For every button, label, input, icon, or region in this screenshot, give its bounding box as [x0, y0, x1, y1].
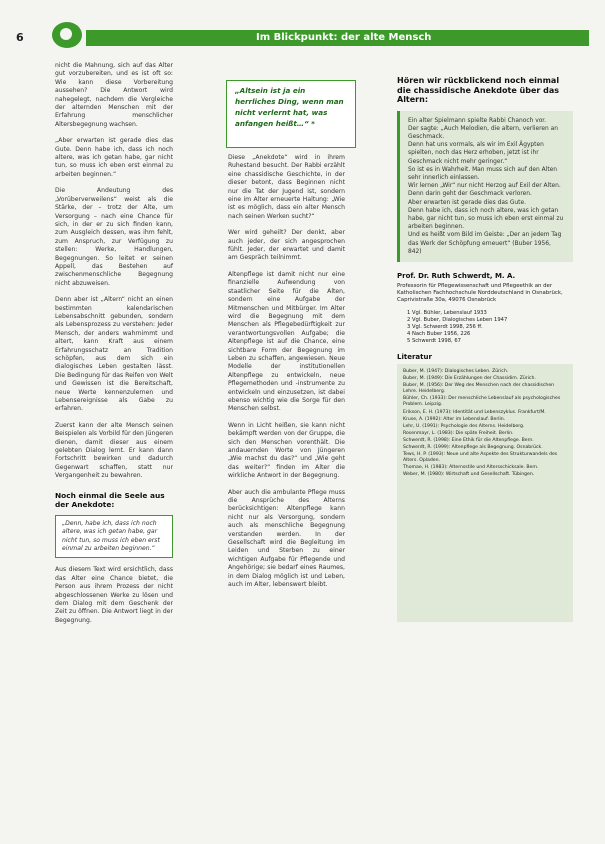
literature-item: Rosenmayr, L. (1983): Die späte Freiheit. Berlin. — [403, 430, 514, 436]
highlight-quote-box — [226, 80, 356, 148]
sidebar-heading: Hören wir rückblickend noch einmal die chassidische Anekdote über das Altern: — [397, 76, 560, 104]
literature-list — [397, 364, 573, 622]
literature-item: Lehr, U. (1991): Psychologie des Alterns. Heidelberg. — [403, 423, 525, 429]
column-middle — [228, 154, 345, 598]
paragraph: Denn aber ist „Altern“ nicht an einen bestimmten kalendarischen Lebensabschnitt gebunden, sondern als Lebensprozess zu verstehen: Jeder Mensch, der anders wahrnimmt und altert, kann Kraft aus einem Erfahrungsschatz an Tradition schöpfen, aus dem sich ein dialogisches Leben gestalten lässt. Die Bedingung für das Reifen von Welt und Gewissen ist die Bereitschaft, neue Werte kennenzulernen und Lebensereignisse als Gabe zu erfahren. — [55, 296, 173, 413]
page-header — [16, 30, 589, 46]
author-info: Professorin für Pflegewissenschaft und Pflegeethik an der Katholischen Fachhochschule Norddeutschland in Osnabrück, Caprivistraße 30a, 49076 Osnabrück — [397, 282, 563, 303]
column-left — [55, 62, 173, 633]
paragraph: Die Andeutung des „Vorüberverweilens“ weist als die Stärke, der – trotz der Alte, um Versorgung – nach eine Chance für sich, in der er zu sich finden kann, zum Ausgleich dessen, was ihm fehlt, zum Anspruch, zur Verfügung zu stellen: Werke, Handlungen, Begegnungen. So leitet er seinen Appell, das Bestehen auf zwischenmenschliche Begegnung nicht abzuweisen. — [55, 187, 173, 287]
footnote: 1 Vgl. Bühler, Lebenslauf 1933 — [407, 309, 487, 316]
literature-item: Buber, M. (1956): Der Weg des Menschen nach der chassidischen Lehre. Heidelberg. — [403, 383, 555, 395]
column-right — [397, 76, 573, 622]
literature-item: Schwerdt, R. (1998): Eine Ethik für die Altenpflege. Bern. — [403, 437, 534, 443]
magazine-logo-icon — [52, 22, 82, 48]
highlight-quote-text: „Altsein ist ja ein herrliches Ding, wenn man nicht verlernt hat, was anfangen heißt…“ * — [235, 86, 344, 128]
page-number: 6 — [16, 31, 24, 44]
paragraph: Wenn in Licht heißen, sie kann nicht bekämpft werden von der Gruppe, die sich den Menschen vorenthält. Die andauernden Worte von Jüngeren „Wie machst du das?“ und „Wie geht das weiter?“ finden im Alter die wirkliche Antwort in der Begegnung. — [228, 421, 345, 480]
literature-item: Weber, M. (1980): Wirtschaft und Gesellschaft. Tübingen. — [403, 472, 535, 478]
literature-item: Schwerdt, R. (1999): Altenpflege als Begegnung. Osnabrück. — [403, 444, 543, 450]
anecdote-box: Ein alter Spielmann spielte Rabbi Chanoch vor. Der sagte: „Auch Melodien, die altern, verlieren an Geschmack. Denn hat uns vormals, als wir im Exil Ägypten spielten, noch das Herz erhoben, jetzt ist ihr Geschmack nicht mehr geringer.“ So ist es in Wahrheit. Man muss sich auf den Alten sehr innerlich einlassen. Wir lernen „Wir“ nur nicht Herzog auf Exil der Alten. Denn darin geht der Geschmack verloren. Aber erwarten ist gerade dies das Gute. Denn habe ich, dass ich noch altere, was ich getan habe, gar nicht tun, so muss ich eben erst einmal zu arbeiten beginnen. Und es heißt vom Bild im Geiste: „Der an jedem Tag das Werk der Schöpfung erneuert“ (Buber 1956, 842) — [397, 111, 573, 262]
footnotes — [397, 310, 573, 345]
literature-item: Tews, H. P. (1993): Neue und alte Aspekte des Strukturwandels des Alters. Opladen. — [403, 452, 558, 464]
literature-item: Thomae, H. (1983): Alternsstile und Altersschicksale. Bern. — [403, 465, 539, 471]
paragraph: Diese „Anekdote“ wird in ihrem Ruhestand besucht. Der Rabbi erzählt eine chassidische Geschichte, in der dieser betont, dass Beginnen nicht nur die Tat der Jugend ist, sondern eine im Alter erneuerte Haltung: „Wie ist es möglich, dass ein alter Mensch nach seinen Werken sucht?“ — [228, 154, 345, 220]
literature-item: Bühler, Ch. (1933): Der menschliche Lebenslauf als psychologisches Problem. Leipzig. — [403, 396, 561, 408]
paragraph: „Aber erwarten ist gerade dies das Gute. Denn habe ich, dass ich noch altere, was ich getan habe, gar nicht tun, so muss ich eben erst einmal zu arbeiten beginnen.“ — [55, 137, 173, 178]
paragraph: Altenpflege ist damit nicht nur eine finanzielle Aufwendung von staatlicher Seite für die Alten, sondern eine Aufgabe der Mitmenschen und Mitbürger. Im Alter wird die Begegnung mit dem Menschen als Pflegebedürftigkeit zur verantwortungsvollen Aufgabe; die Altenpflege ist auf die Chance, eine sichtbare Form der Begegnung im Leben zu schaffen, angewiesen. Neue Modelle der institutionellen Altenpflege zu entwickeln, neue Pflegemethoden und -instrumente zu entwickeln und einzusetzen, ist dabei ebenso wichtig wie die Sorge für den Menschen selbst. — [228, 270, 345, 413]
literature-item: Erikson, E. H. (1973): Identität und Lebenszyklus. Frankfurt/M. — [403, 409, 546, 415]
footnote: 2 Vgl. Buber, Dialogisches Leben 1947 — [407, 316, 508, 323]
literature-item: Buber, M. (1949): Die Erzählungen der Chassidim. Zürich. — [403, 376, 536, 382]
subheading: Noch einmal die Seele aus der Anekdote: — [55, 490, 165, 509]
paragraph: Wer wird geheilt? Der denkt, aber auch jeder, der sich angesprochen fühlt. Jeder, der erwartet und damit am Gespräch teilnimmt. — [228, 229, 345, 262]
footnote: 3 Vgl. Schwerdt 1998, 256 ff. — [407, 323, 483, 330]
literature-item: Buber, M. (1947): Dialogisches Leben. Zürich. — [403, 368, 509, 374]
footnote: 5 Schwerdt 1998, 67 — [407, 337, 461, 344]
section-title: Im Blickpunkt: der alte Mensch — [256, 32, 432, 43]
paragraph: Zuerst kann der alte Mensch seinen Beispielen als Vorbild für den Jüngeren dienen, damit dieser aus einem gelebten Dialog lernt. Er kann dann Fortschritt bewirken und dadurch Gegenwart schaffen, statt nur Vergangenheit zu bewahren. — [55, 421, 173, 480]
author-name: Prof. Dr. Ruth Schwerdt, M. A. — [397, 271, 516, 280]
paragraph: nicht die Mahnung, sich auf das Alter gut vorzubereiten, und es ist oft so: Wie kann diese Vorbereitung aussehen? Die Antwort wird nahegelegt, nachdem die Vergleiche der alternden Menschen mit der Erfahrung menschlicher Altersbegegnung wachsen. — [55, 62, 173, 128]
pull-quote: „Denn, habe ich, dass ich noch altere, was ich getan habe, gar nicht tun, so muss ich eben erst einmal zu arbeiten beginnen.“ — [55, 515, 173, 559]
paragraph: Aber auch die ambulante Pflege muss die Ansprüche des Alterns berücksichtigen: Altenpflege kann nicht nur als Versorgung, sondern auch als menschliche Begegnung verstanden werden. In der Gesellschaft wird die Begleitung im Leiden und Sterben zu einer wichtigen Aufgabe für Pflegende und Angehörige; sie bedarf eines Raumes, in dem Dialog möglich ist und Leben, auch im Alter, lebenswert bleibt. — [228, 488, 345, 589]
paragraph: Aus diesem Text wird ersichtlich, dass das Alter eine Chance bietet, die Person aus ihrem Prozess der nicht abgeschlossenen Werke zu lösen und dem Dialog mit dem Geschenk der Zeit zu öffnen. Die Antwort liegt in der Begegnung. — [55, 566, 173, 624]
header-bar — [86, 30, 589, 46]
literature-heading: Literatur — [397, 352, 432, 361]
literature-item: Kruse, A. (1992): Alter im Lebenslauf. Berlin. — [403, 416, 506, 422]
footnote: 4 Nach Buber 1956, 226 — [407, 330, 471, 337]
